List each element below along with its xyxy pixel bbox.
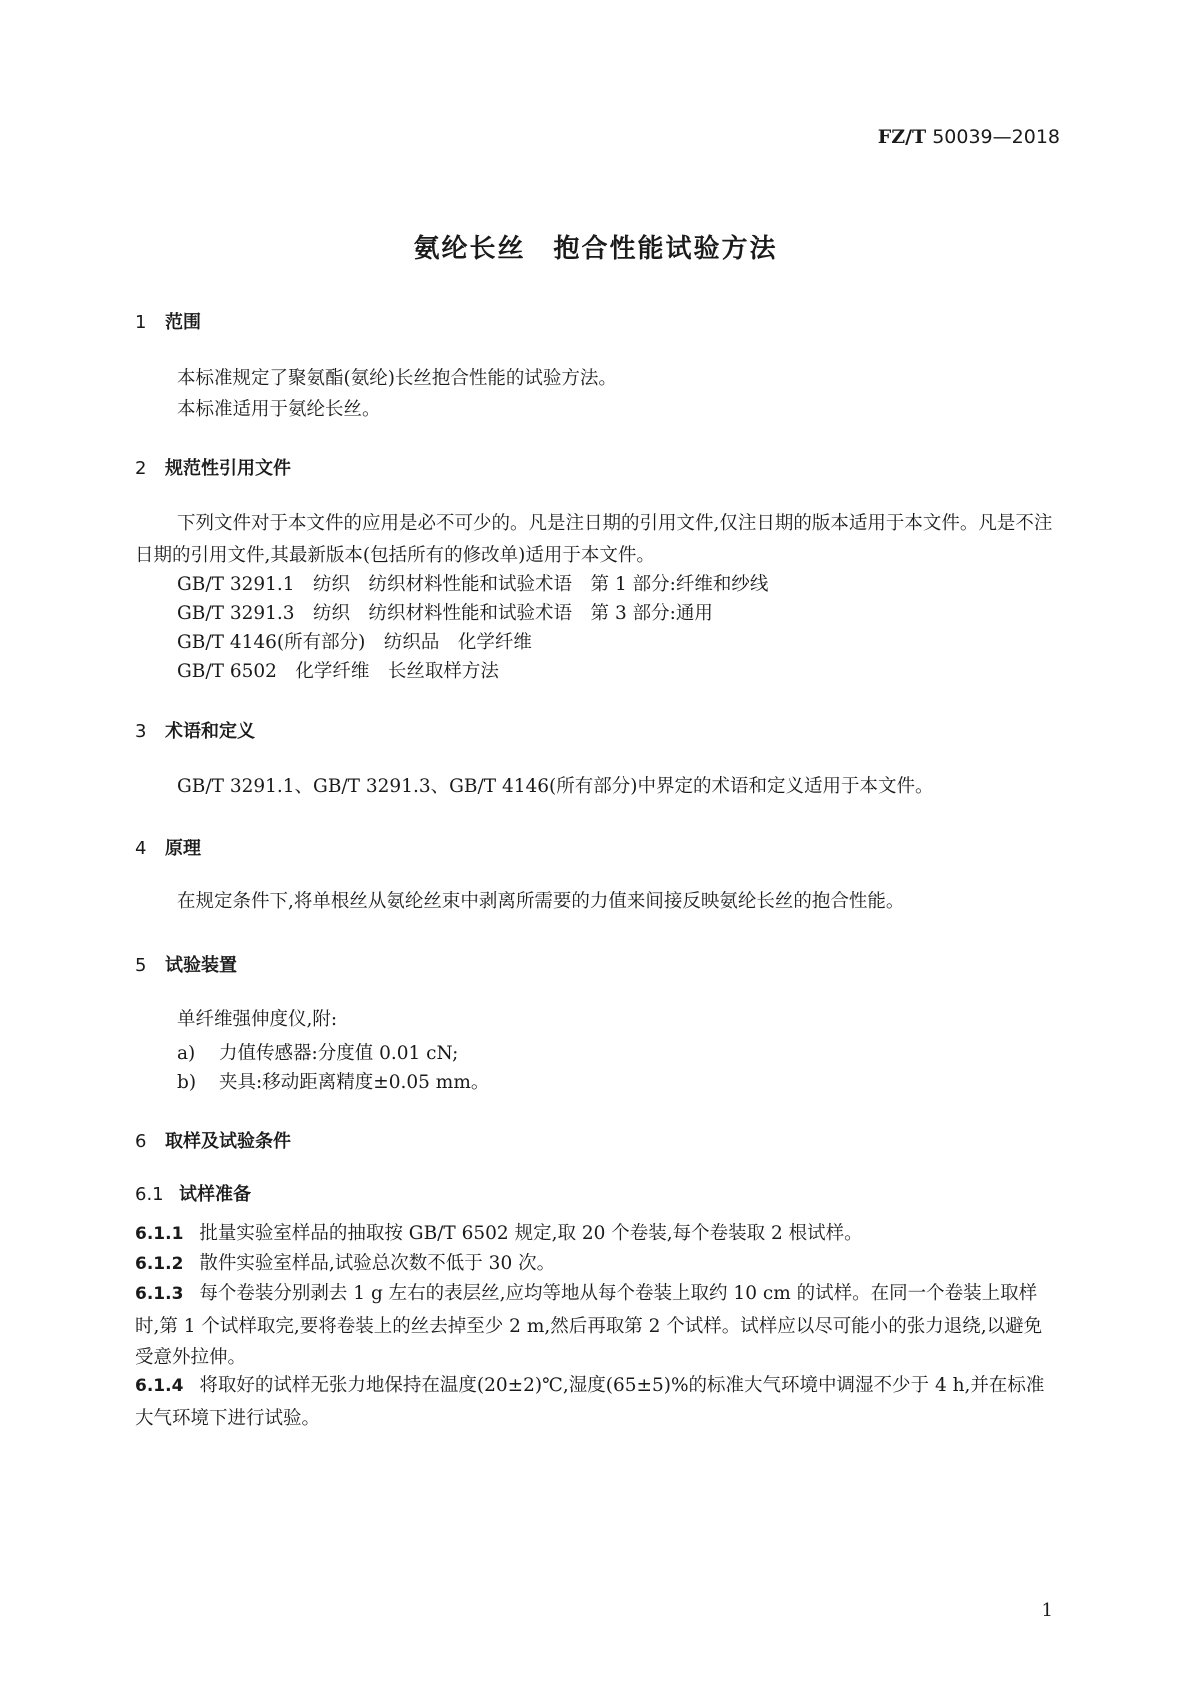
clause-6-1-3: 6.1.3 每个卷装分别剥去 1 g 左右的表层丝,应均等地从每个卷装上取约 10 cm 的试样。在同一个卷装上取样时,第 1 个试样取完,要将卷装上的丝去掉至少 2 m,然后再取第 2 个试样。试样应以尽可能小的张力退绕,以避免受意外拉伸。 [135, 1283, 1043, 1368]
reference-item: GB/T 4146(所有部分) 纺织品 化学纤维 [177, 632, 532, 653]
section-3-para-1: GB/T 3291.1、GB/T 3291.3、GB/T 4146(所有部分)中界定的术语和定义适用于本文件。 [177, 776, 934, 797]
section-1-para-1: 本标准规定了聚氨酯(氨纶)长丝抱合性能的试验方法。 [177, 368, 617, 389]
standard-code: FZ/T [877, 126, 927, 148]
subsection-6-1-heading: 6.1 试样准备 [135, 1184, 251, 1205]
section-2-intro: 下列文件对于本文件的应用是必不可少的。凡是注日期的引用文件,仅注日期的版本适用于本文件。凡是不注日期的引用文件,其最新版本(包括所有的修改单)适用于本文件。 [135, 513, 1053, 566]
section-3-heading: 3 术语和定义 [135, 721, 255, 742]
reference-item: GB/T 3291.1 纺织 纺织材料性能和试验术语 第 1 部分:纤维和纱线 [177, 574, 769, 595]
section-6-heading: 6 取样及试验条件 [135, 1131, 291, 1152]
reference-item: GB/T 6502 化学纤维 长丝取样方法 [177, 661, 499, 682]
section-1-heading: 1 范围 [135, 312, 201, 333]
page-number: 1 [1041, 1600, 1053, 1621]
standard-number [878, 126, 1060, 148]
reference-item: GB/T 3291.3 纺织 纺织材料性能和试验术语 第 3 部分:通用 [177, 603, 713, 624]
clause-6-1-2: 6.1.2 散件实验室样品,试验总次数不低于 30 次。 [135, 1253, 556, 1274]
section-2-heading: 2 规范性引用文件 [135, 458, 291, 479]
section-4-para-1: 在规定条件下,将单根丝从氨纶丝束中剥离所需要的力值来间接反映氨纶长丝的抱合性能。 [177, 891, 905, 912]
list-item: b) 夹具:移动距离精度±0.05 mm。 [177, 1072, 490, 1093]
standard-year: 50039—2018 [932, 126, 1060, 148]
section-5-heading: 5 试验装置 [135, 955, 237, 976]
section-5-para-1: 单纤维强伸度仪,附: [177, 1009, 338, 1030]
section-4-heading: 4 原理 [135, 838, 201, 859]
clause-6-1-4: 6.1.4 将取好的试样无张力地保持在温度(20±2)℃,湿度(65±5)%的标准大气环境中调湿不少于 4 h,并在标准大气环境下进行试验。 [135, 1375, 1045, 1429]
clause-6-1-1: 6.1.1 批量实验室样品的抽取按 GB/T 6502 规定,取 20 个卷装,每个卷装取 2 根试样。 [135, 1223, 863, 1244]
document-title: 氨纶长丝 抱合性能试验方法 [413, 234, 778, 264]
list-item: a) 力值传感器:分度值 0.01 cN; [177, 1043, 459, 1064]
section-1-para-2: 本标准适用于氨纶长丝。 [177, 399, 381, 420]
